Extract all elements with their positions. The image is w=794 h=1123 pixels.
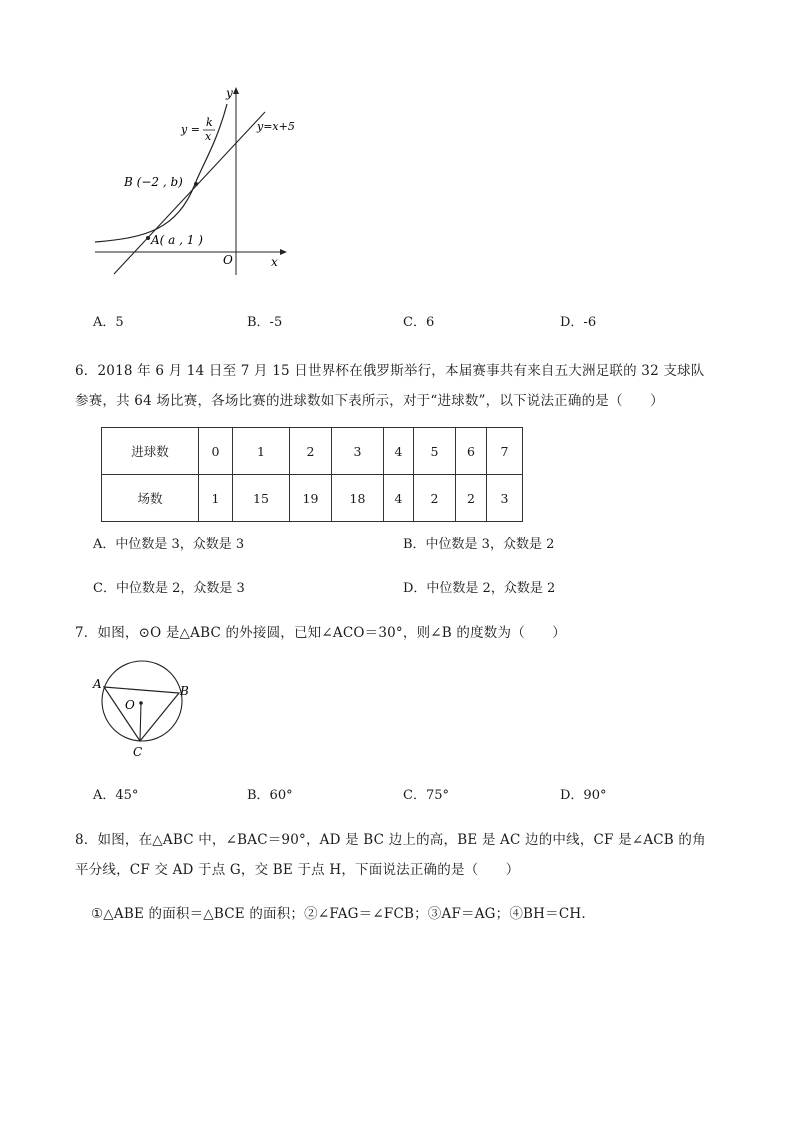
x-axis-label: x <box>271 255 278 269</box>
table-row-goals <box>102 428 523 475</box>
q8-stem-line2: 平分线，CF 交 AD 于点 G，交 BE 于点 H，下面说法正确的是（ ） <box>75 862 520 878</box>
curve-label-y: y = <box>181 123 200 136</box>
line-label: y=x+5 <box>257 120 295 133</box>
q7-stem-line1: 7．如图，⊙O 是△ABC 的外接圆，已知∠ACO＝30°，则∠B 的度数为（ ） <box>75 625 566 641</box>
table-cell: 7 <box>487 428 523 475</box>
table-cell: 6 <box>456 428 487 475</box>
q5-option-a[interactable]: A．5 <box>93 315 124 330</box>
q8-statements: ①△ABE 的面积＝△BCE 的面积；②∠FAG＝∠FCB；③AF＝AG；④BH＝CH. <box>91 906 586 922</box>
q7-option-c[interactable]: C．75° <box>403 788 449 803</box>
label-c: C <box>133 745 143 759</box>
table-cell: 2 <box>456 475 487 522</box>
q8-stem-line1: 8．如图，在△ABC 中，∠BAC＝90°，AD 是 BC 边上的高，BE 是 AC 边的中线，CF 是∠ACB 的角 <box>75 832 706 848</box>
curve-label-x: x <box>205 130 212 143</box>
table-cell: 1 <box>199 475 233 522</box>
point-b-dot <box>194 182 198 186</box>
table-cell: 2 <box>290 428 332 475</box>
q6-option-b[interactable]: B．中位数是 3，众数是 2 <box>403 537 555 552</box>
table-cell: 15 <box>233 475 290 522</box>
table-cell: 3 <box>332 428 384 475</box>
table-cell: 2 <box>414 475 456 522</box>
q6-option-a[interactable]: A．中位数是 3，众数是 3 <box>93 537 245 552</box>
table-cell: 0 <box>199 428 233 475</box>
origin-label: O <box>223 253 233 267</box>
q6-stem-line1: 6．2018 年 6 月 14 日至 7 月 15 日世界杯在俄罗斯举行，本届赛事共有来自五大洲足联的 32 支球队 <box>75 363 705 379</box>
y-axis-label: y <box>226 86 233 100</box>
table-row-matches <box>102 475 523 522</box>
x-axis-arrow <box>280 249 287 255</box>
table-cell: 进球数 <box>102 428 199 475</box>
q5-option-c[interactable]: C．6 <box>403 315 435 330</box>
table-cell: 场数 <box>102 475 199 522</box>
q7-option-a[interactable]: A．45° <box>93 788 139 803</box>
q5-graph <box>85 80 300 280</box>
point-a-dot <box>146 236 150 240</box>
q7-circle-figure <box>88 660 200 764</box>
point-b-label: B (−2 , b) <box>124 175 183 189</box>
q7-option-b[interactable]: B．60° <box>247 788 293 803</box>
table-cell: 5 <box>414 428 456 475</box>
y-axis-arrow <box>233 87 239 94</box>
table-cell: 4 <box>384 428 414 475</box>
goals-table <box>101 427 523 522</box>
triangle-abc <box>104 687 179 741</box>
label-b: B <box>180 684 189 698</box>
label-o: O <box>125 698 135 712</box>
q7-option-d[interactable]: D．90° <box>560 788 607 803</box>
table-cell: 3 <box>487 475 523 522</box>
table-cell: 19 <box>290 475 332 522</box>
q5-option-b[interactable]: B．-5 <box>247 315 283 330</box>
q5-option-d[interactable]: D．-6 <box>560 315 597 330</box>
label-a: A <box>93 677 102 691</box>
curve-label-k: k <box>206 116 213 129</box>
table-cell: 1 <box>233 428 290 475</box>
q6-option-c[interactable]: C．中位数是 2，众数是 3 <box>93 581 245 596</box>
table-cell: 18 <box>332 475 384 522</box>
segment-oc <box>140 703 141 741</box>
q6-option-d[interactable]: D．中位数是 2，众数是 2 <box>403 581 556 596</box>
q6-stem-line2: 参赛，共 64 场比赛，各场比赛的进球数如下表所示，对于“进球数”，以下说法正确的是（ ） <box>75 393 664 409</box>
table-cell: 4 <box>384 475 414 522</box>
line-y-x-plus-5 <box>114 112 265 274</box>
point-a-label: A( a , 1 ) <box>151 233 203 247</box>
center-o-dot <box>139 701 143 705</box>
